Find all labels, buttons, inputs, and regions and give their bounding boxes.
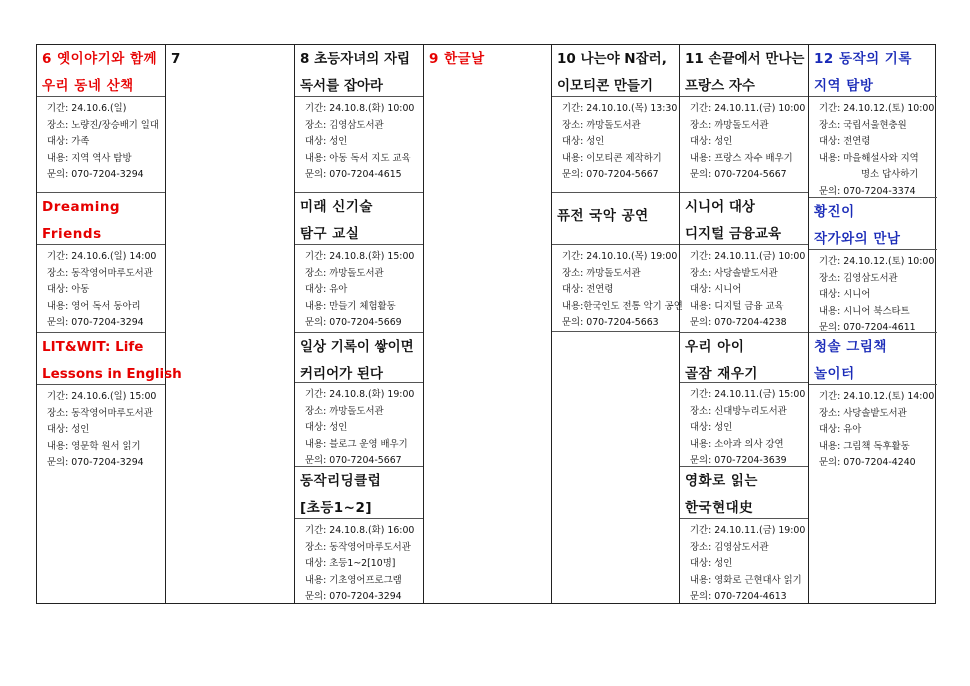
event-title: 우리 아이 골잠 재우기	[680, 333, 808, 383]
event-cell	[680, 466, 808, 605]
event-details: 기간: 24.10.11.(금) 15:00 장소: 신대방누리도서관 대상: 성인 내용: 소아과 의사 강연 문의: 070-7204-3639	[690, 389, 806, 466]
event-cell	[809, 45, 937, 197]
day-label: 7	[171, 51, 181, 67]
event-details: 기간: 24.10.10.(목) 13:30 장소: 까망돌도서관 대상: 성인 내용: 이모티콘 제작하기 문의: 070-7204-5667	[562, 103, 678, 180]
event-details: 기간: 24.10.8.(화) 15:00 장소: 까망돌도서관 대상: 유아 내용: 만들기 체험활동 문의: 070-7204-5669	[305, 251, 415, 328]
day-column-9	[424, 45, 552, 603]
event-details: 기간: 24.10.6.(일) 14:00 장소: 동작영어마루도서관 대상: 아동 내용: 영어 독서 동아리 문의: 070-7204-3294	[47, 251, 157, 328]
event-details: 기간: 24.10.11.(금) 10:00 장소: 까망돌도서관 대상: 성인 내용: 프랑스 자수 배우기 문의: 070-7204-5667	[690, 103, 806, 180]
event-cell	[295, 45, 423, 192]
event-title: 황진이 작가와의 만남	[809, 198, 937, 250]
event-details: 기간: 24.10.12.(토) 10:00 장소: 김영삼도서관 대상: 시니어 내용: 시니어 북스타트 문의: 070-7204-4611	[819, 256, 935, 333]
event-title: LIT&WIT: Life Lessons in English	[37, 333, 165, 385]
event-cell	[680, 332, 808, 466]
event-title: 청솔 그림책 놀이터	[809, 333, 937, 385]
event-title: 미래 신기술 탐구 교실	[295, 193, 423, 245]
event-details: 기간: 24.10.12.(토) 10:00 장소: 국립서울현충원 대상: 전연령 내용: 마을해설사와 지역 명소 답사하기 문의: 070-7204-3374	[819, 103, 935, 197]
event-details: 기간: 24.10.12.(토) 14:00 장소: 사당솔밭도서관 대상: 유아 내용: 그림책 독후활동 문의: 070-7204-4240	[819, 391, 935, 468]
event-details: 기간: 24.10.11.(금) 10:00 장소: 사당솔밭도서관 대상: 시니어 내용: 디지털 금융 교육 문의: 070-7204-4238	[690, 251, 806, 328]
event-title: 시니어 대상 디지털 금융교육	[680, 193, 808, 245]
event-title: 6 옛이야기와 함께 우리 동네 산책	[37, 45, 165, 97]
event-title: Dreaming Friends	[37, 193, 165, 245]
event-details: 기간: 24.10.8.(화) 10:00 장소: 김영삼도서관 대상: 성인 내용: 아동 독서 지도 교육 문의: 070-7204-4615	[305, 103, 415, 180]
event-details: 기간: 24.10.6.(일) 장소: 노량진/장승배기 일대 대상: 가족 내용: 지역 역사 탐방 문의: 070-7204-3294	[47, 103, 159, 180]
event-cell	[680, 45, 808, 192]
day-column-11	[680, 45, 809, 603]
event-cell	[37, 192, 165, 332]
event-cell	[809, 332, 937, 472]
event-title: 일상 기록이 쌓이면 커리어가 된다	[295, 333, 423, 383]
event-details: 기간: 24.10.11.(금) 19:00 장소: 김영삼도서관 대상: 성인 내용: 영화로 근현대사 읽기 문의: 070-7204-4613	[690, 525, 806, 602]
day-column-12	[809, 45, 937, 603]
event-cell	[37, 45, 165, 192]
event-title: 퓨전 국악 공연	[552, 193, 679, 245]
day-column-10	[552, 45, 683, 603]
weekly-program-calendar	[36, 44, 936, 604]
event-title: 동작리딩클럽 [초등1~2]	[295, 467, 423, 519]
event-cell	[295, 466, 423, 605]
event-details: 기간: 24.10.10.(목) 19:00 장소: 까망돌도서관 대상: 전연령 내용:한국인도 전통 악기 공연 문의: 070-7204-5663	[562, 251, 683, 328]
event-cell	[680, 192, 808, 332]
day-label: 9 한글날	[429, 51, 485, 67]
event-cell	[809, 197, 937, 332]
event-details: 기간: 24.10.6.(일) 15:00 장소: 동작영어마루도서관 대상: 성인 내용: 영문학 원서 읽기 문의: 070-7204-3294	[47, 391, 157, 468]
event-cell	[552, 45, 679, 192]
event-title: 8 초등자녀의 자립 독서를 잡아라	[295, 45, 423, 97]
day-column-8	[295, 45, 424, 603]
event-details: 기간: 24.10.8.(화) 19:00 장소: 까망돌도서관 대상: 성인 내용: 블로그 운영 배우기 문의: 070-7204-5667	[305, 389, 415, 466]
event-details: 기간: 24.10.8.(화) 16:00 장소: 동작영어마루도서관 대상: 초등1~2[10명] 내용: 기초영어프로그램 문의: 070-7204-3294	[305, 525, 415, 602]
event-title: 영화로 읽는 한국현대史	[680, 467, 808, 519]
event-cell	[552, 192, 683, 332]
event-title: 12 동작의 기록 지역 탐방	[809, 45, 937, 97]
event-cell	[295, 332, 423, 466]
event-cell	[37, 332, 182, 472]
day-column-6	[37, 45, 182, 603]
event-title: 10 나는야 N잡러, 이모티콘 만들기	[552, 45, 679, 97]
day-column-7	[166, 45, 295, 603]
event-title: 11 손끝에서 만나는 프랑스 자수	[680, 45, 808, 97]
event-cell	[295, 192, 423, 332]
